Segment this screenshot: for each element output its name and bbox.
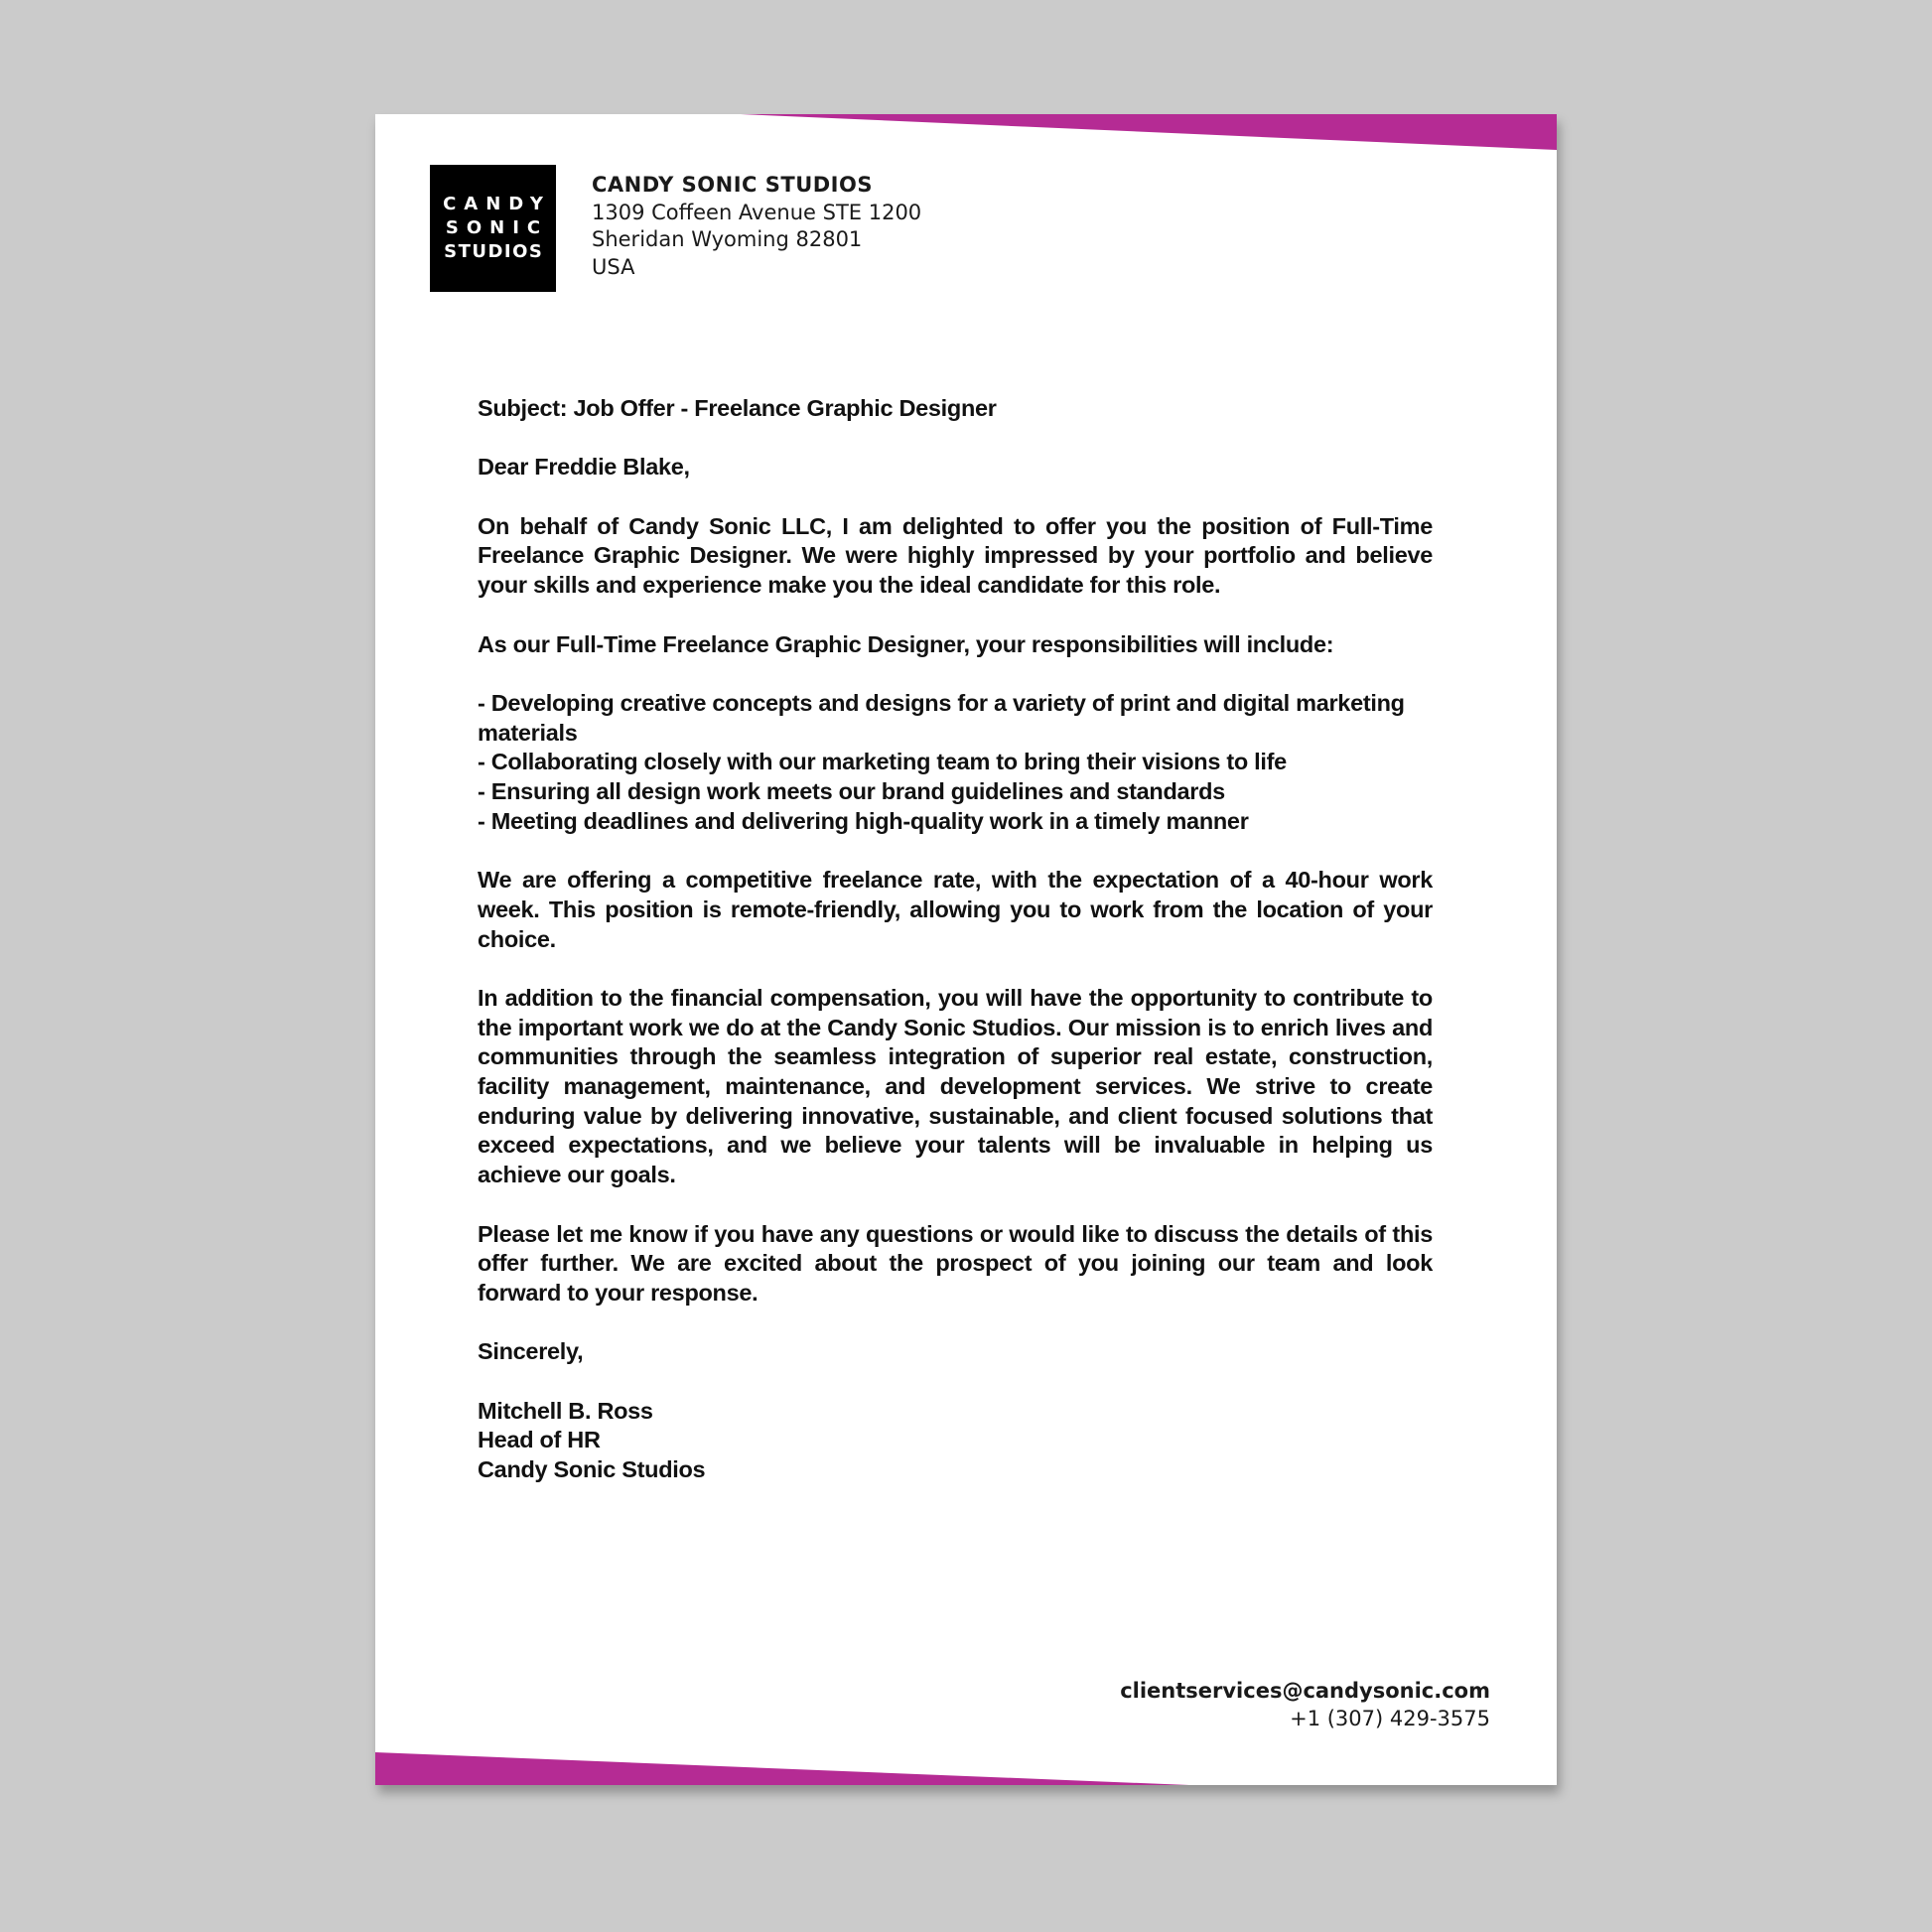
footer-phone[interactable]: +1 (307) 429-3575 [1290,1706,1490,1730]
signer-company: Candy Sonic Studios [478,1456,706,1483]
list-item: - Meeting deadlines and delivering high-quality work in a timely manner [478,807,1249,834]
top-accent-stripe [741,114,1557,150]
letter-closing: Sincerely, [478,1338,584,1365]
logo-line-candy: CANDY [443,194,551,214]
letter-paragraph-1: On behalf of Candy Sonic LLC, I am delighted to offer you the position of Full-Time Freelance Graphic Designer. We were highly impressed by your portfolio and believe your skills and experience make you the ideal candidate for this role. [478,512,1433,599]
letter-paragraph-4: In addition to the financial compensation, you will have the opportunity to contribute to the important work we do at the Candy Sonic Studios. Our mission is to enrich lives and communities through the seamless integration of superior real estate, construction, facility management, maintenance, and development services. We strive to create enduring value by delivering innovative, sustainable, and client focused solutions that exceed expectations, and we believe your talents will be invaluable in helping us achieve our goals. [478,984,1433,1188]
letter-paragraph-5: Please let me know if you have any questions or would like to discuss the details of this offer further. We are excited about the prospect of you joining our team and look forward to your response. [478,1220,1433,1306]
letter-paragraph-3: We are offering a competitive freelance rate, with the expectation of a 40-hour work week. This position is remote-friendly, allowing you to work from the location of your choice. [478,867,1433,952]
letter-paragraph-2: As our Full-Time Freelance Graphic Designer, your responsibilities will include: [478,630,1334,657]
list-item: - Developing creative concepts and designs for a variety of print and digital marketing materials [478,689,1405,746]
bottom-accent-stripe [375,1752,1189,1785]
signature-block [478,1397,1433,1485]
company-address-block [592,172,921,281]
company-logo [430,165,556,292]
address-country: USA [592,254,635,279]
logo-line-studios: STUDIOS [444,241,544,262]
letter-greeting: Dear Freddie Blake, [478,454,690,481]
logo-line-sonic: SONIC [445,217,549,238]
letterhead-page [375,114,1557,1785]
letter-subject: Subject: Job Offer - Freelance Graphic Designer [478,395,997,421]
address-line-2: Sheridan Wyoming 82801 [592,227,863,251]
footer-email[interactable]: clientservices@candysonic.com [1120,1679,1490,1703]
responsibilities-list [478,689,1433,837]
address-line-1: 1309 Coffeen Avenue STE 1200 [592,200,922,224]
signer-title: Head of HR [478,1427,601,1453]
signer-name: Mitchell B. Ross [478,1397,653,1424]
list-item: - Ensuring all design work meets our brand guidelines and standards [478,778,1225,805]
letter-body [478,394,1433,1485]
company-name: CANDY SONIC STUDIOS [592,173,873,197]
list-item: - Collaborating closely with our marketing team to bring their visions to life [478,749,1287,775]
contact-footer [1120,1678,1490,1732]
